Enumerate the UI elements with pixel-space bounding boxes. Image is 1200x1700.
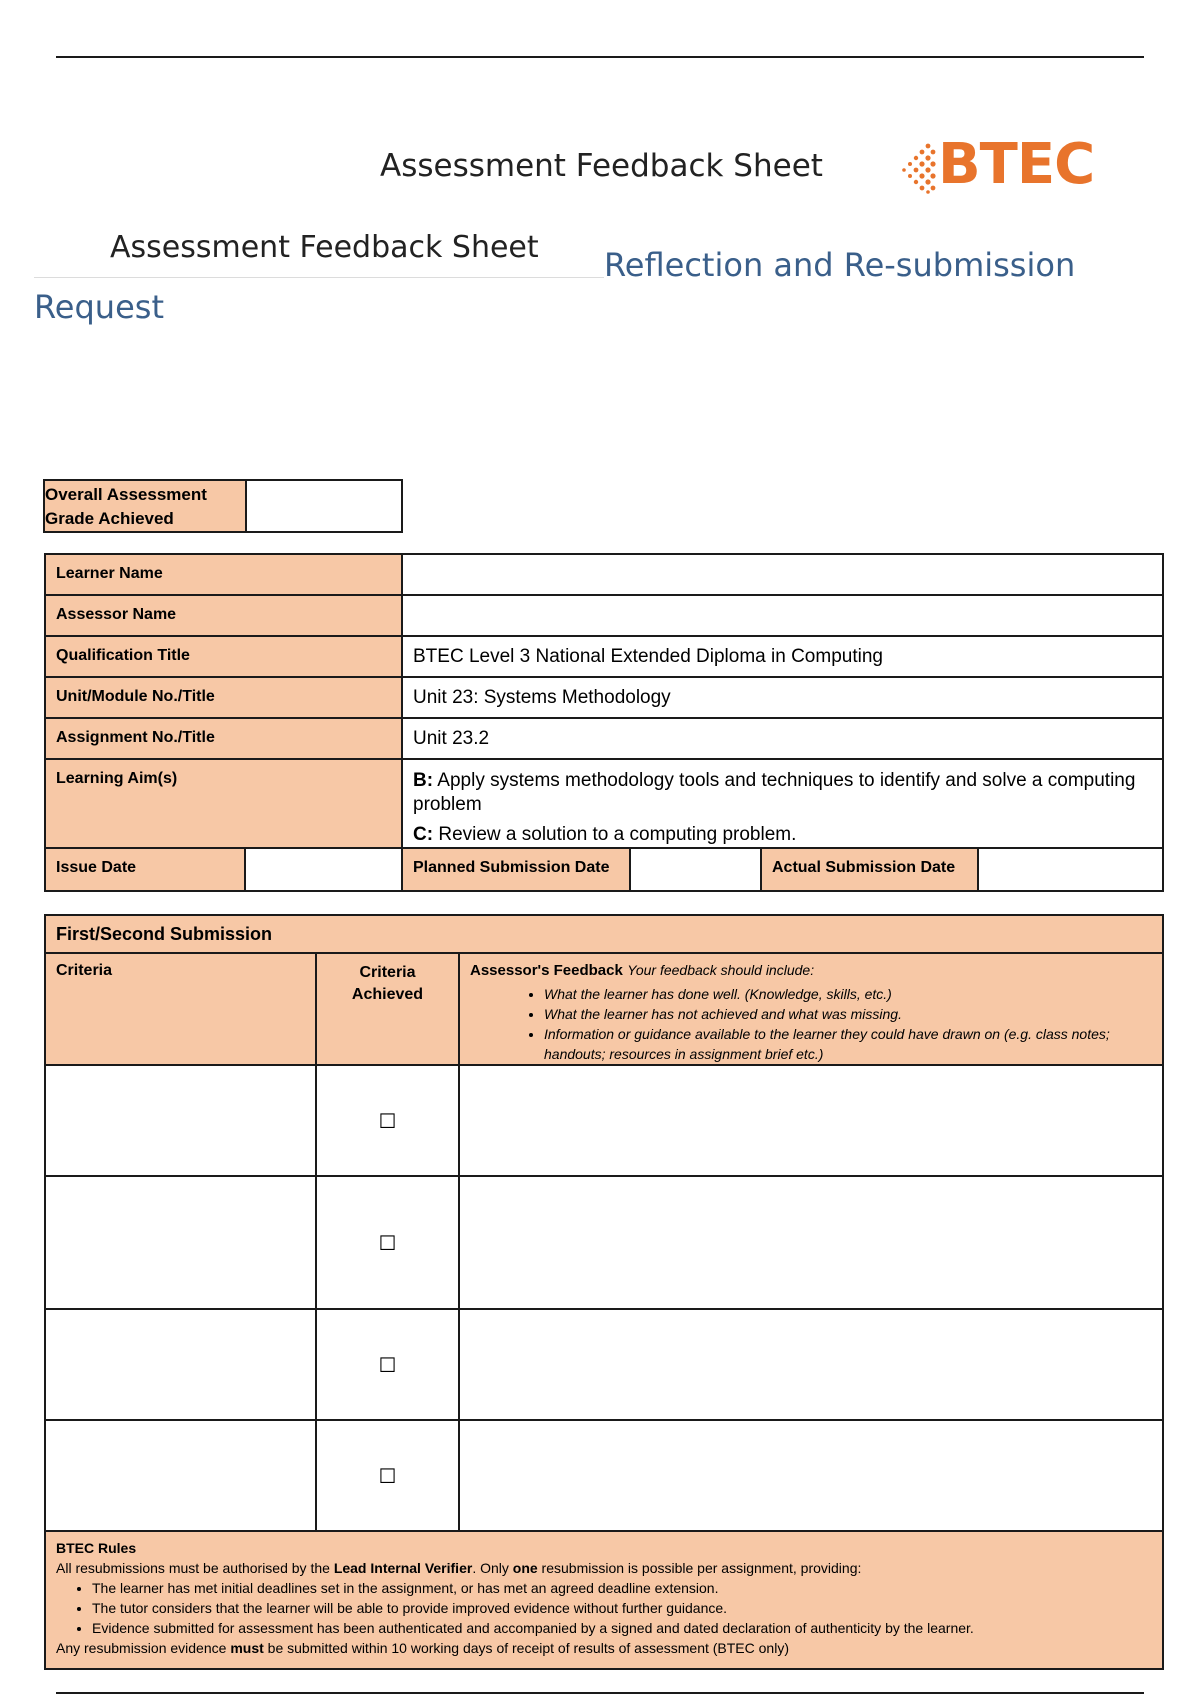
rules-footer: Any resubmission evidence must be submitted within 10 working days of receipt of results of assessment (BTEC only) (56, 1640, 789, 1656)
btec-logo (900, 132, 1100, 200)
assignment-value: Unit 23.2 (402, 718, 1163, 759)
subtitle-line-2: Request (34, 288, 164, 326)
title-underline (34, 277, 604, 278)
qualification-value: BTEC Level 3 National Extended Diploma in Computing (402, 636, 1163, 677)
aim-c: C: Review a solution to a computing problem. (413, 824, 797, 845)
actual-date-label: Actual Submission Date (761, 848, 978, 891)
list-item: • The learner has met initial deadlines set in the assignment, or has met an agreed deadline extension. (92, 1578, 1152, 1598)
learning-aims-value (402, 759, 1163, 848)
bottom-rule (56, 1692, 1144, 1694)
subtitle-line-1: Reflection and Re-submission (604, 246, 1076, 284)
assignment-label: Assignment No./Title (45, 718, 402, 759)
table-row (45, 1420, 1163, 1531)
table-row (45, 915, 1163, 953)
feedback-intro: Your feedback should include: (627, 962, 815, 978)
rules-title: BTEC Rules (56, 1540, 137, 1556)
table-row (45, 1309, 1163, 1420)
grade-label-line-2: Grade Achieved (45, 509, 174, 528)
submission-table (44, 914, 1164, 1670)
feedback-header (459, 953, 1163, 1065)
issue-date-field[interactable] (245, 848, 402, 891)
unit-value: Unit 23: Systems Methodology (402, 677, 1163, 718)
submission-heading: First/Second Submission (45, 915, 1163, 953)
list-item: • What the learner has not achieved and what was missing. (544, 1004, 1152, 1024)
grade-label-line-1: Overall Assessment (45, 485, 207, 504)
table-row (45, 636, 1163, 677)
table-row (45, 677, 1163, 718)
feedback-cell[interactable] (459, 1176, 1163, 1309)
learner-name-field[interactable] (402, 554, 1163, 595)
learner-name-label: Learner Name (45, 554, 402, 595)
list-item: • The tutor considers that the learner will be able to provide improved evidence without further guidance. (92, 1598, 1152, 1618)
actual-date-field[interactable] (978, 848, 1163, 891)
learning-aims-label: Learning Aim(s) (45, 759, 402, 848)
grade-value-field[interactable] (246, 480, 402, 532)
table-row (45, 554, 1163, 595)
aim-b: B: Apply systems methodology tools and techniques to identify and solve a computing problem (413, 770, 1136, 815)
table-row (45, 953, 1163, 1065)
list-item: • Evidence submitted for assessment has been authenticated and accompanied by a signed and dated declaration of authenticity by the learner. (92, 1618, 1152, 1638)
issue-date-label: Issue Date (45, 848, 245, 891)
criteria-header: Criteria (45, 953, 316, 1065)
feedback-guidance-list (470, 984, 1152, 1064)
feedback-cell[interactable] (459, 1065, 1163, 1176)
grade-table (43, 479, 403, 533)
planned-date-label: Planned Submission Date (402, 848, 630, 891)
grade-label (44, 480, 246, 532)
criteria-achieved-header: Criteria Achieved (316, 953, 459, 1065)
achieved-checkbox[interactable]: ☐ (316, 1176, 459, 1309)
table-row (45, 1176, 1163, 1309)
criteria-cell[interactable] (45, 1420, 316, 1531)
rules-list (56, 1578, 1152, 1638)
achieved-checkbox[interactable]: ☐ (316, 1309, 459, 1420)
logo-text: BTEC (938, 132, 1095, 197)
feedback-cell[interactable] (459, 1309, 1163, 1420)
table-row (45, 1531, 1163, 1669)
list-item: • Information or guidance available to the learner they could have drawn on (e.g. class notes; handouts; resources in assignment brief etc.) (544, 1024, 1152, 1064)
assessor-name-label: Assessor Name (45, 595, 402, 636)
assessor-name-field[interactable] (402, 595, 1163, 636)
achieved-checkbox[interactable]: ☐ (316, 1065, 459, 1176)
secondary-title: Assessment Feedback Sheet (110, 230, 539, 265)
top-rule (56, 56, 1144, 58)
table-row (45, 759, 1163, 848)
planned-date-field[interactable] (630, 848, 761, 891)
feedback-cell[interactable] (459, 1420, 1163, 1531)
criteria-cell[interactable] (45, 1065, 316, 1176)
feedback-title: Assessor's Feedback (470, 962, 623, 979)
logo-dots-icon (900, 142, 936, 194)
table-row (45, 1065, 1163, 1176)
criteria-cell[interactable] (45, 1176, 316, 1309)
learner-info-table (44, 553, 1164, 892)
qualification-label: Qualification Title (45, 636, 402, 677)
rules-intro: All resubmissions must be authorised by the Lead Internal Verifier. Only one resubmission is possible per assignment, providing: (56, 1560, 862, 1576)
unit-label: Unit/Module No./Title (45, 677, 402, 718)
page-title: Assessment Feedback Sheet (380, 148, 823, 184)
btec-rules (45, 1531, 1163, 1669)
criteria-cell[interactable] (45, 1309, 316, 1420)
table-row (45, 848, 1163, 891)
table-row (45, 595, 1163, 636)
table-row (45, 718, 1163, 759)
achieved-checkbox[interactable]: ☐ (316, 1420, 459, 1531)
list-item: • What the learner has done well. (Knowledge, skills, etc.) (544, 984, 1152, 1004)
